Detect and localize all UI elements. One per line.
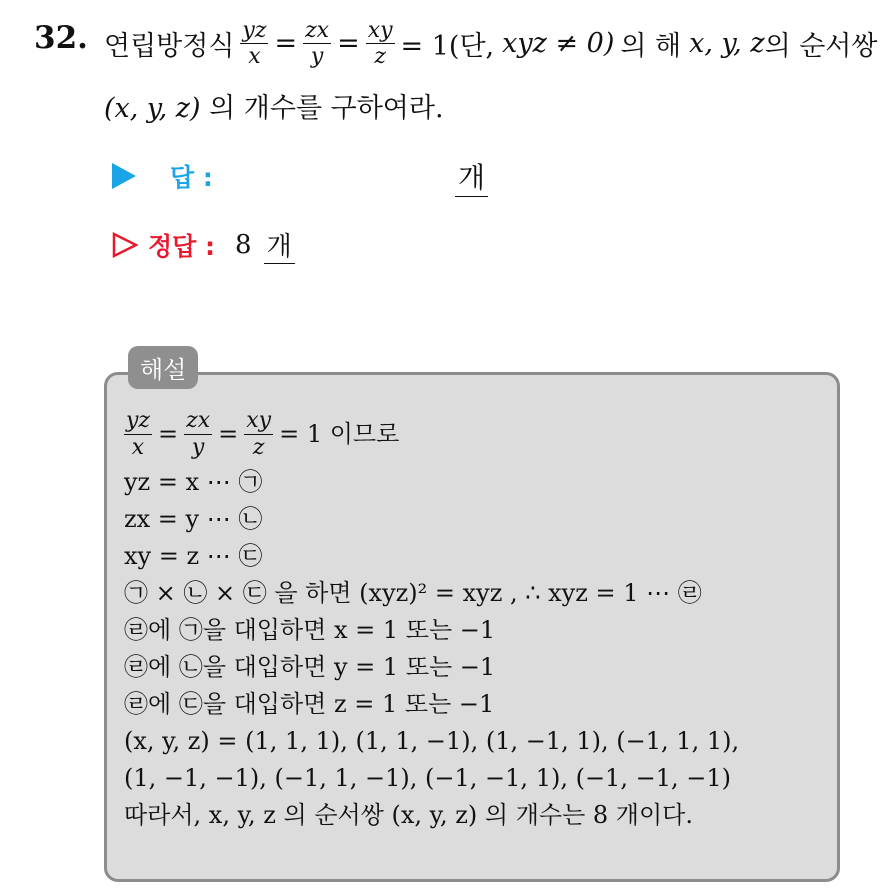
equals-sign: = <box>337 28 360 60</box>
correct-answer-value: 8 <box>235 230 252 260</box>
solution-line: yz = x ⋯ ㉠ <box>124 468 263 496</box>
solution-content <box>124 404 739 834</box>
answer-unit: 개 <box>455 156 488 197</box>
question-number: 32. <box>34 20 88 56</box>
answer-label: 답 : <box>170 163 213 192</box>
solution-line: ㉣에 ㉢을 대입하면 z = 1 또는 −1 <box>124 690 495 718</box>
question-line-2-text: 의 개수를 구하여라. <box>209 93 444 124</box>
play-triangle-icon <box>112 163 136 189</box>
solution-line: zx = y ⋯ ㉡ <box>124 505 263 533</box>
question-vars: x, y, z <box>689 28 765 60</box>
solution-fraction-line: $\frac{yz}{x}$ = $\frac{zx}{y}$ = $\frac{xy}{z}$ = 1 이므로 <box>126 408 400 460</box>
answer-row <box>112 158 213 194</box>
question-intro: 연립방정식 <box>104 31 235 63</box>
solution-tag: 해설 <box>128 346 198 389</box>
solution-line: (1, −1, −1), (−1, 1, −1), (−1, −1, 1), (−1, −1, −1) <box>124 764 731 792</box>
solution-line: ㉣에 ㉡을 대입하면 y = 1 또는 −1 <box>124 653 496 681</box>
fraction-xy-z: $\frac{xy}{z}$ <box>246 408 272 460</box>
question-line-2 <box>104 86 444 125</box>
condition: xyz ≠ 0) <box>502 28 615 60</box>
fraction-xy-z: $\frac{xy}{z}$ <box>367 18 393 70</box>
outline-triangle-icon <box>112 232 138 258</box>
solution-line: ㉣에 ㉠을 대입하면 x = 1 또는 −1 <box>124 616 496 644</box>
correct-answer-label: 정답 : <box>148 232 216 261</box>
solution-line: xy = z ⋯ ㉢ <box>124 542 263 570</box>
solution-frac-tail: = 1 이므로 <box>279 419 400 448</box>
correct-answer-unit: 개 <box>264 226 295 264</box>
solution-line: ㉠ × ㉡ × ㉢ 을 하면 (xyz)² = xyz , ∴ xyz = 1 ⋯ ㉣ <box>124 579 702 607</box>
question-end: 의 순서쌍 <box>764 31 878 63</box>
tuple: (x, y, z) <box>104 93 201 124</box>
question-line-1 <box>104 18 877 70</box>
equals-sign: = <box>274 28 298 60</box>
fraction-yz-x: $\frac{yz}{x}$ <box>242 18 267 70</box>
solution-line: 따라서, x, y, z 의 순서쌍 (x, y, z) 의 개수는 8 개이다. <box>124 801 693 829</box>
fraction-yz-x: $\frac{yz}{x}$ <box>126 408 151 460</box>
fraction-zx-y: $\frac{zx}{y}$ <box>186 408 211 460</box>
correct-answer-row <box>112 226 295 264</box>
equation-tail: = 1(단, <box>400 31 495 63</box>
question-mid: 의 해 <box>620 31 682 63</box>
solution-line: (x, y, z) = (1, 1, 1), (1, 1, −1), (1, −1, 1), (−1, 1, 1), <box>124 727 740 755</box>
fraction-zx-y: $\frac{zx}{y}$ <box>305 18 330 70</box>
